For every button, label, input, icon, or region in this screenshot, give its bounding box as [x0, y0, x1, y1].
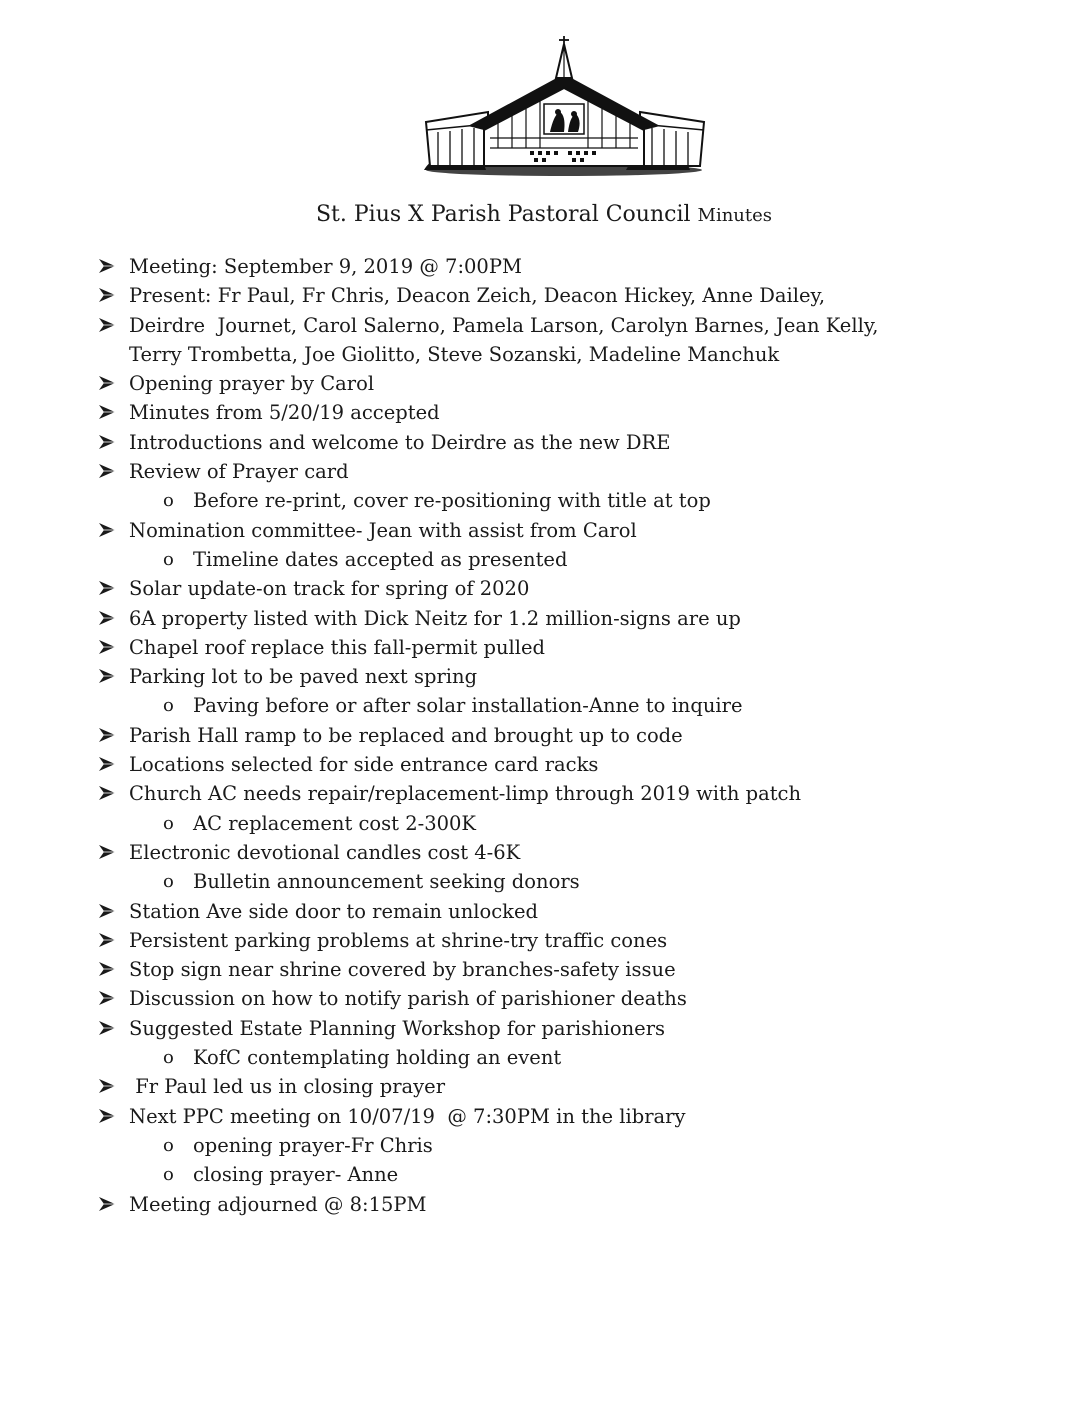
arrow-bullet-icon: [98, 311, 116, 340]
list-item-text: Stop sign near shrine covered by branches-safety issue: [129, 958, 676, 982]
list-item: [0, 662, 1088, 691]
list-item: [0, 340, 1088, 369]
arrow-bullet-icon: [98, 281, 116, 310]
list-item-text: Nomination committee- Jean with assist from Carol: [129, 518, 637, 542]
minutes-list: [0, 252, 1088, 1219]
circle-bullet-icon: o: [163, 548, 174, 570]
arrow-bullet-icon: [98, 662, 116, 691]
list-item-text: Bulletin announcement seeking donors: [193, 870, 580, 894]
list-item: [0, 428, 1088, 457]
list-item: [0, 750, 1088, 779]
arrow-bullet-icon: [98, 252, 116, 281]
list-item-text: Parking lot to be paved next spring: [129, 665, 478, 689]
circle-bullet-icon: o: [163, 490, 174, 512]
arrow-bullet-icon: [98, 721, 116, 750]
list-item-text: 6A property listed with Dick Neitz for 1.2 million-signs are up: [129, 606, 741, 630]
arrow-bullet-icon: [98, 633, 116, 662]
title-main: St. Pius X Parish Pastoral Council: [315, 202, 691, 227]
circle-bullet-icon: o: [163, 871, 174, 893]
arrow-bullet-icon: [98, 926, 116, 955]
list-item-text: Chapel roof replace this fall-permit pulled: [129, 635, 546, 659]
list-item: [0, 457, 1088, 486]
list-item: [0, 311, 1088, 340]
title-suffix: Minutes: [697, 205, 773, 226]
list-item-text: Next PPC meeting on 10/07/19 @ 7:30PM in the library: [129, 1104, 686, 1128]
list-item: [0, 604, 1088, 633]
list-item-text: Meeting adjourned @ 8:15PM: [129, 1192, 427, 1216]
arrow-bullet-icon: [98, 1072, 116, 1101]
arrow-bullet-icon: [98, 516, 116, 545]
list-item: [0, 486, 1088, 515]
list-item: [0, 1190, 1088, 1219]
list-item-text: Solar update-on track for spring of 2020: [129, 577, 530, 601]
list-item: [0, 1160, 1088, 1189]
list-item-text: Introductions and welcome to Deirdre as the new DRE: [129, 430, 671, 454]
list-item-text: Parish Hall ramp to be replaced and brought up to code: [129, 723, 683, 747]
list-item: [0, 955, 1088, 984]
list-item-text: Fr Paul led us in closing prayer: [129, 1075, 446, 1099]
list-item: [0, 838, 1088, 867]
list-item-text: Locations selected for side entrance card racks: [129, 753, 599, 777]
page-title: [0, 200, 1088, 231]
list-item-text: Paving before or after solar installation-Anne to inquire: [193, 694, 743, 718]
list-item: [0, 1072, 1088, 1101]
arrow-bullet-icon: [98, 750, 116, 779]
list-item: [0, 369, 1088, 398]
list-item: [0, 1043, 1088, 1072]
list-item: [0, 633, 1088, 662]
list-item-text: Meeting: September 9, 2019 @ 7:00PM: [129, 255, 522, 278]
list-item: [0, 516, 1088, 545]
list-item-text: Persistent parking problems at shrine-try traffic cones: [129, 928, 668, 952]
list-item: [0, 984, 1088, 1013]
list-item-text: Church AC needs repair/replacement-limp through 2019 with patch: [129, 782, 802, 806]
church-building-icon: [418, 34, 710, 180]
arrow-bullet-icon: [98, 1102, 116, 1131]
list-item: [0, 779, 1088, 808]
list-item: [0, 1102, 1088, 1131]
list-item: [0, 809, 1088, 838]
list-item: [0, 721, 1088, 750]
list-item-text: Before re-print, cover re-positioning with title at top: [193, 489, 711, 513]
arrow-bullet-icon: [98, 984, 116, 1013]
arrow-bullet-icon: [98, 604, 116, 633]
list-item-text: Terry Trombetta, Joe Giolitto, Steve Sozanski, Madeline Manchuk: [129, 342, 780, 366]
list-item: [0, 926, 1088, 955]
list-item: [0, 398, 1088, 427]
list-item: [0, 1131, 1088, 1160]
arrow-bullet-icon: [98, 428, 116, 457]
list-item-text: Discussion on how to notify parish of parishioner deaths: [129, 987, 687, 1011]
list-item: [0, 574, 1088, 603]
circle-bullet-icon: o: [163, 1164, 174, 1186]
arrow-bullet-icon: [98, 779, 116, 808]
arrow-bullet-icon: [98, 457, 116, 486]
list-item: [0, 545, 1088, 574]
list-item-text: closing prayer- Anne: [193, 1163, 399, 1187]
arrow-bullet-icon: [98, 398, 116, 427]
list-item-text: AC replacement cost 2-300K: [193, 811, 476, 835]
list-item-text: opening prayer-Fr Chris: [193, 1133, 433, 1157]
circle-bullet-icon: o: [163, 1047, 174, 1069]
circle-bullet-icon: o: [163, 1134, 174, 1156]
arrow-bullet-icon: [98, 897, 116, 926]
arrow-bullet-icon: [98, 955, 116, 984]
list-item: [0, 691, 1088, 720]
arrow-bullet-icon: [98, 1190, 116, 1219]
list-item-text: Deirdre Journet, Carol Salerno, Pamela Larson, Carolyn Barnes, Jean Kelly,: [129, 313, 879, 337]
arrow-bullet-icon: [98, 1014, 116, 1043]
list-item-text: Present: Fr Paul, Fr Chris, Deacon Zeich, Deacon Hickey, Anne Dailey,: [129, 284, 826, 308]
list-item: [0, 281, 1088, 310]
list-item-text: Electronic devotional candles cost 4-6K: [129, 840, 521, 864]
list-item-text: Minutes from 5/20/19 accepted: [129, 401, 440, 425]
arrow-bullet-icon: [98, 838, 116, 867]
list-item: [0, 867, 1088, 896]
list-item-text: Opening prayer by Carol: [129, 372, 375, 396]
list-item: [0, 252, 1088, 281]
arrow-bullet-icon: [98, 574, 116, 603]
list-item: [0, 1014, 1088, 1043]
list-item-text: KofC contemplating holding an event: [193, 1046, 562, 1070]
list-item-text: Suggested Estate Planning Workshop for parishioners: [129, 1016, 666, 1040]
arrow-bullet-icon: [98, 369, 116, 398]
list-item-text: Review of Prayer card: [129, 460, 349, 484]
list-item: [0, 897, 1088, 926]
circle-bullet-icon: o: [163, 695, 174, 717]
list-item-text: Station Ave side door to remain unlocked: [129, 899, 538, 923]
list-item-text: Timeline dates accepted as presented: [193, 547, 568, 571]
circle-bullet-icon: o: [163, 812, 174, 834]
